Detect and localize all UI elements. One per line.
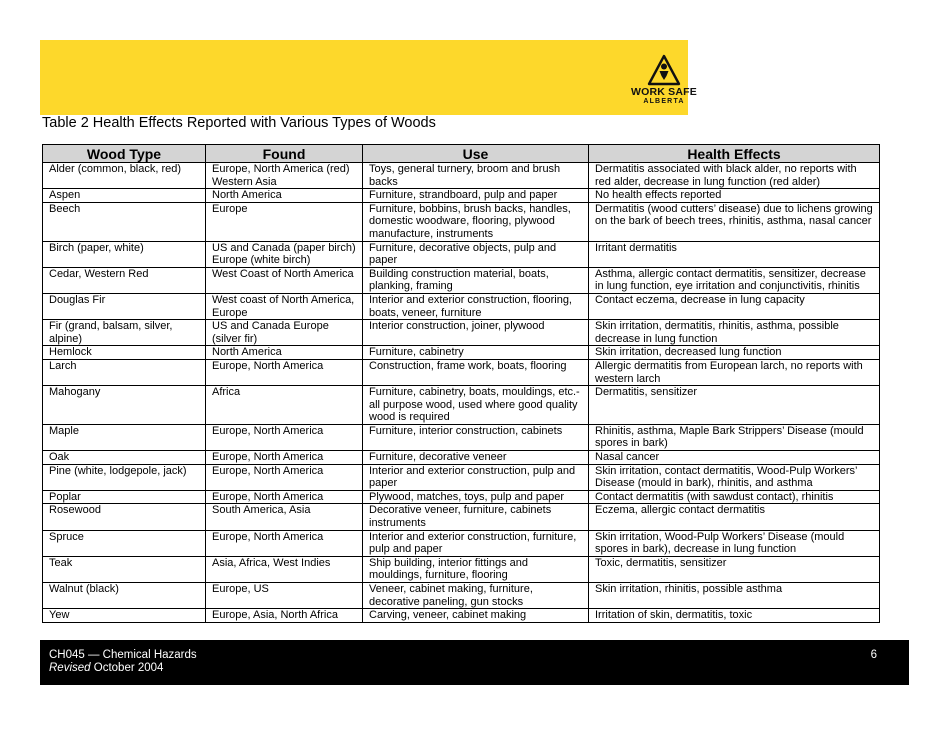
- cell-found: West Coast of North America: [206, 267, 363, 293]
- cell-wood-type: Mahogany: [43, 386, 206, 425]
- cell-found: Europe, North America: [206, 490, 363, 504]
- cell-use: Furniture, strandboard, pulp and paper: [363, 189, 589, 203]
- cell-wood-type: Cedar, Western Red: [43, 267, 206, 293]
- cell-use: Interior and exterior construction, flooring, boats, veneer, furniture: [363, 293, 589, 319]
- cell-wood-type: Pine (white, lodgepole, jack): [43, 464, 206, 490]
- table-row: [43, 556, 880, 582]
- cell-use: Furniture, cabinetry: [363, 346, 589, 360]
- cell-health-effects: Dermatitis (wood cutters’ disease) due to lichens growing on the bark of beech trees, rhinitis, asthma, nasal cancer: [589, 202, 880, 241]
- table-row: [43, 609, 880, 623]
- cell-wood-type: Oak: [43, 451, 206, 465]
- cell-health-effects: Skin irritation, contact dermatitis, Wood-Pulp Workers’ Disease (mould in bark), rhinitis, and asthma: [589, 464, 880, 490]
- cell-use: Interior and exterior construction, furniture, pulp and paper: [363, 530, 589, 556]
- cell-found: Asia, Africa, West Indies: [206, 556, 363, 582]
- table-header-row: [43, 145, 880, 163]
- cell-use: Building construction material, boats, planking, framing: [363, 267, 589, 293]
- cell-use: Construction, frame work, boats, flooring: [363, 359, 589, 385]
- cell-found: South America, Asia: [206, 504, 363, 530]
- table-row: [43, 504, 880, 530]
- table-row: [43, 530, 880, 556]
- table-row: [43, 490, 880, 504]
- cell-wood-type: Alder (common, black, red): [43, 163, 206, 189]
- cell-use: Ship building, interior fittings and mouldings, furniture, flooring: [363, 556, 589, 582]
- column-header-wood-type: Wood Type: [43, 145, 206, 163]
- cell-health-effects: Rhinitis, asthma, Maple Bark Strippers’ Disease (mould spores in bark): [589, 424, 880, 450]
- cell-found: Europe, North America: [206, 451, 363, 465]
- table-row: [43, 451, 880, 465]
- table-row: [43, 189, 880, 203]
- cell-health-effects: Contact dermatitis (with sawdust contact), rhinitis: [589, 490, 880, 504]
- cell-health-effects: Skin irritation, dermatitis, rhinitis, asthma, possible decrease in lung function: [589, 320, 880, 346]
- cell-use: Furniture, cabinetry, boats, mouldings, etc.- all purpose wood, used where good quality wood is required: [363, 386, 589, 425]
- table-row: [43, 241, 880, 267]
- work-safe-alberta-logo: [624, 54, 704, 108]
- cell-health-effects: Dermatitis associated with black alder, no reports with red alder, decrease in lung function (red alder): [589, 163, 880, 189]
- footer-revised-label: Revised: [49, 662, 91, 674]
- table-title: Table 2 Health Effects Reported with Various Types of Woods: [42, 115, 436, 131]
- table-row: [43, 163, 880, 189]
- cell-wood-type: Larch: [43, 359, 206, 385]
- cell-found: West coast of North America, Europe: [206, 293, 363, 319]
- cell-wood-type: Walnut (black): [43, 583, 206, 609]
- cell-found: Europe, US: [206, 583, 363, 609]
- cell-found: Europe, Asia, North Africa: [206, 609, 363, 623]
- cell-wood-type: Beech: [43, 202, 206, 241]
- wood-health-effects-table: [42, 144, 880, 623]
- cell-wood-type: Maple: [43, 424, 206, 450]
- cell-wood-type: Fir (grand, balsam, silver, alpine): [43, 320, 206, 346]
- cell-wood-type: Yew: [43, 609, 206, 623]
- cell-found: Europe: [206, 202, 363, 241]
- cell-use: Furniture, interior construction, cabinets: [363, 424, 589, 450]
- cell-found: Europe, North America: [206, 424, 363, 450]
- cell-use: Interior and exterior construction, pulp and paper: [363, 464, 589, 490]
- cell-health-effects: Eczema, allergic contact dermatitis: [589, 504, 880, 530]
- cell-found: Africa: [206, 386, 363, 425]
- cell-found: Europe, North America: [206, 359, 363, 385]
- cell-use: Veneer, cabinet making, furniture, decorative paneling, gun stocks: [363, 583, 589, 609]
- column-header-found: Found: [206, 145, 363, 163]
- header-banner: [40, 40, 697, 115]
- column-header-use: Use: [363, 145, 589, 163]
- cell-wood-type: Aspen: [43, 189, 206, 203]
- table-row: [43, 293, 880, 319]
- table-row: [43, 583, 880, 609]
- cell-health-effects: Irritant dermatitis: [589, 241, 880, 267]
- footer-doc-code: CH045 — Chemical Hazards: [49, 649, 197, 661]
- table-row: [43, 386, 880, 425]
- page-number: 6: [870, 649, 877, 661]
- cell-health-effects: Toxic, dermatitis, sensitizer: [589, 556, 880, 582]
- cell-wood-type: Poplar: [43, 490, 206, 504]
- cell-health-effects: Irritation of skin, dermatitis, toxic: [589, 609, 880, 623]
- cell-found: Europe, North America: [206, 464, 363, 490]
- cell-found: North America: [206, 189, 363, 203]
- table-row: [43, 202, 880, 241]
- cell-found: North America: [206, 346, 363, 360]
- cell-health-effects: Skin irritation, Wood-Pulp Workers’ Disease (mould spores in bark), decrease in lung function: [589, 530, 880, 556]
- cell-use: Furniture, decorative objects, pulp and paper: [363, 241, 589, 267]
- table-row: [43, 424, 880, 450]
- cell-use: Carving, veneer, cabinet making: [363, 609, 589, 623]
- cell-wood-type: Douglas Fir: [43, 293, 206, 319]
- logo-text-work-safe: WORK SAFE: [631, 86, 697, 98]
- cell-use: Interior construction, joiner, plywood: [363, 320, 589, 346]
- cell-found: US and Canada Europe (silver fir): [206, 320, 363, 346]
- cell-health-effects: Allergic dermatitis from European larch, no reports with western larch: [589, 359, 880, 385]
- cell-wood-type: Spruce: [43, 530, 206, 556]
- footer-revised: [49, 662, 163, 674]
- cell-use: Furniture, bobbins, brush backs, handles, domestic woodware, flooring, plywood manufacture, instruments: [363, 202, 589, 241]
- cell-wood-type: Birch (paper, white): [43, 241, 206, 267]
- cell-found: Europe, North America: [206, 530, 363, 556]
- column-header-health-effects: Health Effects: [589, 145, 880, 163]
- cell-found: US and Canada (paper birch) Europe (white birch): [206, 241, 363, 267]
- cell-use: Plywood, matches, toys, pulp and paper: [363, 490, 589, 504]
- cell-health-effects: Skin irritation, decreased lung function: [589, 346, 880, 360]
- table-body: [43, 163, 880, 623]
- cell-wood-type: Rosewood: [43, 504, 206, 530]
- footer-bar: [40, 640, 909, 685]
- cell-use: Furniture, decorative veneer: [363, 451, 589, 465]
- table-row: [43, 320, 880, 346]
- table-row: [43, 346, 880, 360]
- cell-found: Europe, North America (red) Western Asia: [206, 163, 363, 189]
- footer-revised-date: October 2004: [93, 662, 164, 674]
- table-row: [43, 359, 880, 385]
- cell-health-effects: Contact eczema, decrease in lung capacity: [589, 293, 880, 319]
- table-row: [43, 267, 880, 293]
- cell-use: Toys, general turnery, broom and brush backs: [363, 163, 589, 189]
- warning-triangle-icon: [647, 54, 681, 86]
- cell-health-effects: Skin irritation, rhinitis, possible asthma: [589, 583, 880, 609]
- cell-health-effects: Asthma, allergic contact dermatitis, sensitizer, decrease in lung function, eye irritation and conjunctivitis, rhinitis: [589, 267, 880, 293]
- cell-use: Decorative veneer, furniture, cabinets instruments: [363, 504, 589, 530]
- cell-health-effects: Dermatitis, sensitizer: [589, 386, 880, 425]
- cell-health-effects: Nasal cancer: [589, 451, 880, 465]
- cell-wood-type: Hemlock: [43, 346, 206, 360]
- table-row: [43, 464, 880, 490]
- logo-text-alberta: ALBERTA: [643, 98, 685, 105]
- cell-health-effects: No health effects reported: [589, 189, 880, 203]
- cell-wood-type: Teak: [43, 556, 206, 582]
